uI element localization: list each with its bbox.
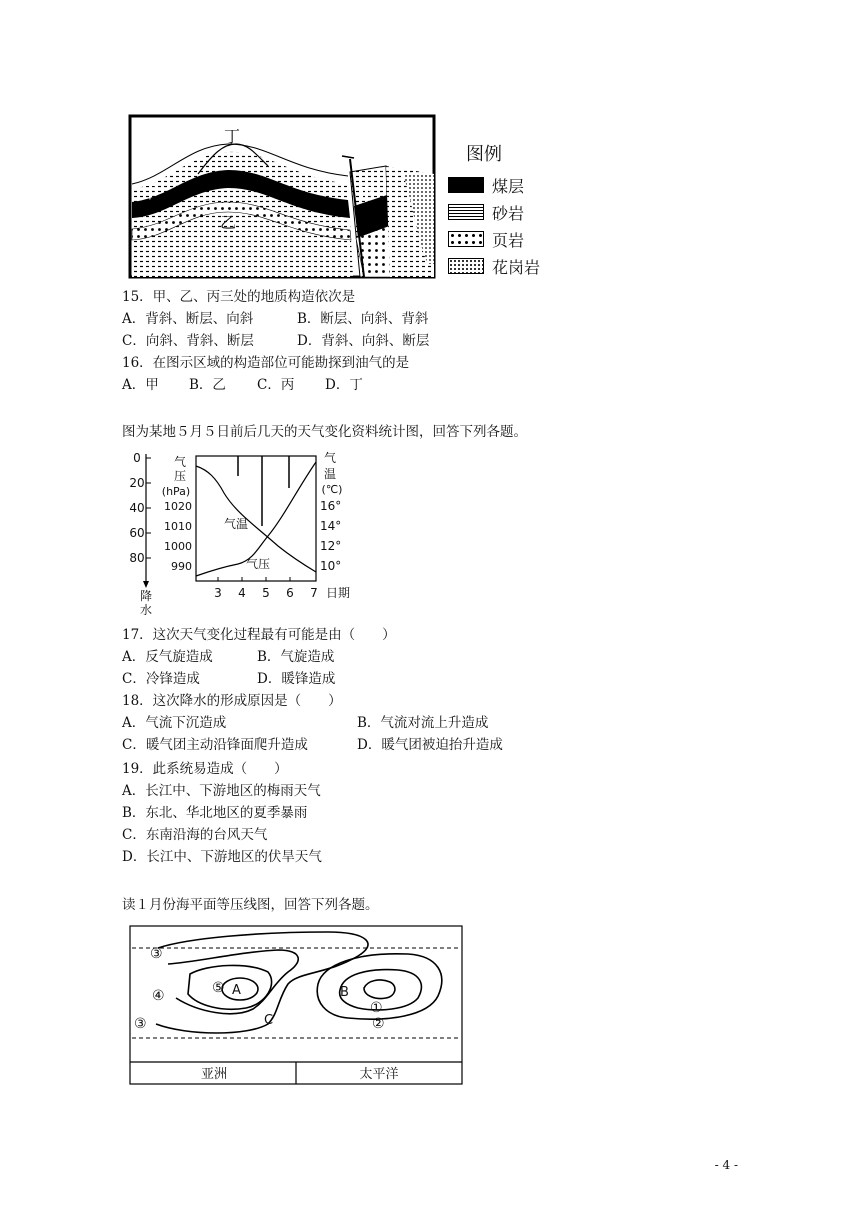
pressure-tick-1000: 1000 [164,540,192,553]
q19-option-a: A．长江中、下游地区的梅雨天气 [122,783,321,799]
q19-option-b: B．东北、华北地区的夏季暴雨 [122,805,308,821]
isobar-label-3-top: ③ [150,946,163,962]
coal-swatch [448,177,484,193]
q17-option-d: D．暖锋造成 [257,671,336,687]
q17-option-b: B．气旋造成 [257,649,335,665]
precip-tick-60: 60 [129,526,145,540]
weather-chart [128,448,368,618]
region-asia: 亚洲 [200,1067,228,1082]
isobar-label-4: ④ [152,988,165,1004]
legend-shale [448,229,524,249]
q16-option-a: A．甲 [122,377,159,393]
q18-option-c: C．暖气团主动沿锋面爬升造成 [122,737,308,753]
q18-option-b: B．气流对流上升造成 [357,715,489,731]
q16-option-b: B．乙 [189,377,226,393]
legend-granite [448,256,540,276]
pressure-title-3: (hPa) [161,485,191,498]
x-tick-4: 4 [238,586,246,600]
precip-tick-20: 20 [129,476,145,490]
label-yi: 乙 [220,213,237,232]
q19-option-c: C．东南沿海的台风天气 [122,827,268,843]
region-pacific: 太平洋 [359,1067,399,1082]
q18-option-d: D．暖气团被迫抬升造成 [357,737,503,753]
pressure-tick-1010: 1010 [164,520,192,533]
temp-tick-12: 12° [320,539,342,553]
point-label-b: B [340,985,349,1000]
precip-tick-0: 0 [133,451,141,465]
q19-stem: 19．此系统易造成（ ） [122,761,288,777]
x-tick-6: 6 [286,586,294,600]
q18-stem: 18．这次降水的形成原因是（ ） [122,693,342,709]
precip-label-1: 降 [139,589,153,603]
legend-coal [448,175,524,195]
legend-title: 图例 [466,144,502,165]
isobar-label-1: ① [370,1000,383,1016]
temp-tick-10: 10° [320,559,342,573]
pressure-title-1: 气 [173,455,187,469]
label-bing: 丙 [360,181,377,200]
precip-tick-80: 80 [129,551,145,565]
q19-option-d: D．长江中、下游地区的伏旱天气 [122,849,322,865]
geology-cross-section [128,114,436,279]
pressure-curve-label: 气压 [246,557,271,571]
pressure-tick-990: 990 [171,560,192,573]
q15-stem: 15．甲、乙、丙三处的地质构造依次是 [122,289,356,305]
isobar-label-5: ⑤ [212,980,225,996]
page-number: - 4 - [714,1158,738,1172]
x-tick-5: 5 [262,586,270,600]
temp-tick-16: 16° [320,499,342,513]
q15-option-b: B．断层、向斜、背斜 [297,311,429,327]
q17-option-c: C．冷锋造成 [122,671,200,687]
label-ding: 丁 [224,127,241,146]
legend-shale-label: 页岩 [492,230,525,250]
temp-title-2: 温 [323,467,337,481]
point-label-a: A [232,983,241,998]
temperature-curve-label: 气温 [224,517,249,531]
q18-option-a: A．气流下沉造成 [122,715,227,731]
granite-swatch [448,258,484,274]
temp-title-3: (℃) [321,483,343,496]
shale-swatch [448,231,484,247]
isobar-label-3-bottom: ③ [134,1016,147,1032]
q15-option-c: C．向斜、背斜、断层 [122,333,254,349]
intro-weather-chart: 图为某地５月５日前后几天的天气变化资料统计图，回答下列各题。 [122,424,527,440]
legend-coal-label: 煤层 [492,176,525,196]
q16-stem: 16．在图示区域的构造部位可能勘探到油气的是 [122,355,410,371]
legend-sandstone [448,202,524,222]
pressure-title-2: 压 [173,469,187,483]
precip-tick-40: 40 [129,501,145,515]
q17-option-a: A．反气旋造成 [122,649,213,665]
q15-option-d: D．背斜、向斜、断层 [297,333,430,349]
x-tick-3: 3 [214,586,222,600]
label-jia: 甲 [142,183,159,202]
sandstone-swatch [448,204,484,220]
isobar-label-2: ② [372,1016,385,1032]
legend-granite-label: 花岗岩 [492,257,541,277]
q15-option-a: A．背斜、断层、向斜 [122,311,254,327]
legend-sandstone-label: 砂岩 [492,203,525,223]
x-tick-7: 7 [310,586,318,600]
isobar-map [128,924,464,1086]
pressure-tick-1020: 1020 [164,500,192,513]
x-axis-label: 日期 [325,586,351,600]
q16-option-d: D．丁 [325,377,363,393]
precip-label-2: 水 [139,603,153,617]
temp-title-1: 气 [323,451,337,465]
temp-tick-14: 14° [320,519,342,533]
q17-stem: 17．这次天气变化过程最有可能是由（ ） [122,627,396,643]
point-label-c: C [264,1013,274,1028]
q16-option-c: C．丙 [257,377,295,393]
intro-isobar-map: 读１月份海平面等压线图，回答下列各题。 [122,897,379,913]
